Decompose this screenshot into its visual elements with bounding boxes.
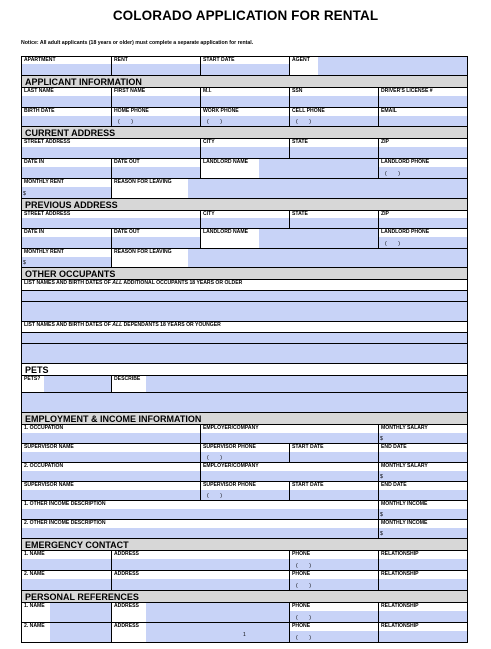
occupation-2-field[interactable] [22,463,201,481]
reference-name-2-label: 2. NAME [24,623,45,629]
start-date-field[interactable] [201,57,290,75]
email-label: EMAIL [381,108,397,114]
form-title: COLORADO APPLICATION FOR RENTAL [112,8,379,23]
rent-label: RENT [114,57,128,63]
previous-date-out-field[interactable] [112,229,201,248]
pets-describe-line-2[interactable] [22,393,468,412]
reference-address-1-label: ADDRESS [114,603,139,609]
supervisor-name-1-label: SUPERVISOR NAME [24,444,74,450]
supervisor-name-2-label: SUPERVISOR NAME [24,482,74,488]
pets-label: PETS? [24,376,41,382]
previous-state-field[interactable] [290,211,379,228]
occupation-1-label: 1. OCCUPATION [24,425,64,431]
current-city-label: CITY [203,139,215,145]
reference-phone-2-paren: ( ) [296,634,311,641]
monthly-salary-2-label: MONTHLY SALARY [381,463,428,469]
pets-describe-label: DESCRIBE [114,376,141,382]
reference-phone-1-label: PHONE [292,603,311,609]
section-other-occupants: OTHER OCCUPANTS [22,268,468,280]
previous-monthly-rent-label: MONTHLY RENT [24,249,64,255]
reference-relationship-1-label: RELATIONSHIP [381,603,419,609]
additional-occupants-line-1[interactable] [22,291,468,301]
current-date-out-label: DATE OUT [114,159,140,165]
supervisor-phone-1-paren: ( ) [207,454,222,461]
section-employment-income: EMPLOYMENT & INCOME INFORMATION [22,413,468,425]
end-date-1-label: END DATE [381,444,407,450]
reference-relationship-2-field[interactable] [379,623,468,642]
salary-2-dollar: $ [380,473,383,480]
current-landlord-name-field[interactable] [201,159,379,178]
supervisor-phone-1-label: SUPERVISOR PHONE [203,444,256,450]
previous-zip-field[interactable] [379,211,468,228]
other-income-2-label: 2. OTHER INCOME DESCRIPTION [24,520,106,526]
apartment-label: APARTMENT [24,57,56,63]
income-1-dollar: $ [380,511,383,518]
previous-street-label: STREET ADDRESS [24,211,71,217]
section-personal-references: PERSONAL REFERENCES [22,591,468,603]
dependants-text-b: ALL [112,322,123,328]
emergency-relationship-1-label: RELATIONSHIP [381,551,419,557]
reference-name-1-field[interactable] [22,603,112,622]
last-name-label: LAST NAME [24,88,54,94]
reference-phone-2-field[interactable] [290,623,379,642]
income-2-dollar: $ [380,530,383,537]
drivers-license-field[interactable] [379,88,468,107]
start-date-1-label: START DATE [292,444,324,450]
previous-reason-label: REASON FOR LEAVING [114,249,172,255]
page-number: 1 [243,632,246,638]
emergency-phone-2-field[interactable] [290,571,379,590]
reference-name-1-label: 1. NAME [24,603,45,609]
emergency-phone-2-paren: ( ) [296,582,311,589]
reference-name-2-field[interactable] [22,623,112,642]
other-income-1-label: 1. OTHER INCOME DESCRIPTION [24,501,106,507]
previous-monthly-rent-field[interactable] [22,249,112,267]
first-name-label: FIRST NAME [114,88,146,94]
section-emergency-contact: EMERGENCY CONTACT [22,539,468,551]
current-state-field[interactable] [290,139,379,158]
emergency-relationship-1-field[interactable] [379,551,468,570]
emergency-phone-2-label: PHONE [292,571,311,577]
reference-relationship-1-field[interactable] [379,603,468,622]
first-name-field[interactable] [112,88,201,107]
reference-relationship-2-label: RELATIONSHIP [381,623,419,629]
additional-occupants-text-c: ADDITIONAL OCCUPANTS 18 YEARS OR OLDER [122,280,243,286]
email-field[interactable] [379,108,468,126]
additional-occupants-text-b: ALL [112,280,123,286]
previous-rent-dollar: $ [23,259,26,266]
supervisor-phone-2-label: SUPERVISOR PHONE [203,482,256,488]
current-street-field[interactable] [22,139,201,158]
current-landlord-phone-label: LANDLORD PHONE [381,159,430,165]
previous-landlord-name-label: LANDLORD NAME [203,229,248,235]
supervisor-phone-2-paren: ( ) [207,492,222,499]
end-date-2-field[interactable] [379,482,468,500]
rent-field[interactable] [112,57,201,75]
emergency-address-1-field[interactable] [112,551,290,570]
ssn-field[interactable] [290,88,379,107]
previous-city-field[interactable] [201,211,290,228]
reference-address-2-label: ADDRESS [114,623,139,629]
emergency-address-2-label: ADDRESS [114,571,139,577]
monthly-income-2-field[interactable] [379,520,468,538]
section-applicant-information: APPLICANT INFORMATION [22,76,468,88]
current-date-out-field[interactable] [112,159,201,178]
emergency-name-2-field[interactable] [22,571,112,590]
occupation-1-field[interactable] [22,425,201,443]
previous-landlord-phone-field[interactable] [379,229,468,248]
current-landlord-phone-paren: ( ) [385,170,400,177]
monthly-salary-1-label: MONTHLY SALARY [381,425,428,431]
supervisor-phone-1-field[interactable] [201,444,290,462]
reference-address-1-field[interactable] [112,603,290,622]
home-phone-label: HOME PHONE [114,108,149,114]
current-rent-dollar: $ [23,190,26,197]
reference-address-2-field[interactable] [112,623,290,642]
previous-landlord-phone-paren: ( ) [385,240,400,247]
current-date-in-field[interactable] [22,159,112,178]
current-reason-field[interactable] [112,179,468,198]
supervisor-phone-2-field[interactable] [201,482,290,500]
pets-describe-field[interactable] [112,376,468,392]
current-date-in-label: DATE IN [24,159,44,165]
emergency-name-1-label: 1. NAME [24,551,45,557]
previous-state-label: STATE [292,211,308,217]
birth-date-field[interactable] [22,108,112,126]
start-date-label: START DATE [203,57,235,63]
previous-date-in-label: DATE IN [24,229,44,235]
previous-zip-label: ZIP [381,211,389,217]
cell-phone-label: CELL PHONE [292,108,325,114]
emergency-name-2-label: 2. NAME [24,571,45,577]
pets-field[interactable] [22,376,112,392]
current-reason-label: REASON FOR LEAVING [114,179,172,185]
birth-date-label: BIRTH DATE [24,108,55,114]
previous-landlord-phone-label: LANDLORD PHONE [381,229,430,235]
apartment-field[interactable] [22,57,112,75]
start-date-1-field[interactable] [290,444,379,462]
last-name-field[interactable] [22,88,112,107]
cell-phone-paren: ( ) [296,118,311,125]
current-zip-label: ZIP [381,139,389,145]
current-monthly-rent-field[interactable] [22,179,112,198]
start-date-2-field[interactable] [290,482,379,500]
work-phone-field[interactable] [201,108,290,126]
current-state-label: STATE [292,139,308,145]
emergency-phone-1-label: PHONE [292,551,311,557]
monthly-income-1-field[interactable] [379,501,468,519]
employer-2-label: EMPLOYER/COMPANY [203,463,259,469]
work-phone-label: WORK PHONE [203,108,239,114]
salary-1-dollar: $ [380,435,383,442]
home-phone-field[interactable] [112,108,201,126]
ssn-label: SSN [292,88,303,94]
start-date-2-label: START DATE [292,482,324,488]
dependants-text-a: LIST NAMES AND BIRTH DATES OF [24,322,113,328]
home-phone-paren: ( ) [118,118,133,125]
current-street-label: STREET ADDRESS [24,139,71,145]
reference-phone-1-field[interactable] [290,603,379,622]
current-landlord-name-label: LANDLORD NAME [203,159,248,165]
dependants-line-2[interactable] [22,344,468,363]
agent-field[interactable] [290,57,468,75]
rental-application-form [21,56,468,643]
drivers-license-label: DRIVER'S LICENSE # [381,88,433,94]
emergency-phone-1-field[interactable] [290,551,379,570]
emergency-address-2-field[interactable] [112,571,290,590]
reference-phone-2-label: PHONE [292,623,311,629]
notice-text: Notice: All adult applicants (18 years or older) must complete a separate application for rental. [21,40,254,46]
previous-city-label: CITY [203,211,215,217]
previous-date-in-field[interactable] [22,229,112,248]
supervisor-name-2-field[interactable] [22,482,201,500]
work-phone-paren: ( ) [207,118,222,125]
mi-field[interactable] [201,88,290,107]
current-landlord-phone-field[interactable] [379,159,468,178]
additional-occupants-text-a: LIST NAMES AND BIRTH DATES OF [24,280,113,286]
end-date-2-label: END DATE [381,482,407,488]
dependants-text-c: DEPENDANTS 18 YEARS OR YOUNGER [122,322,221,328]
dependants-line-1[interactable] [22,333,468,343]
mi-label: M.I. [203,88,212,94]
employer-2-field[interactable] [201,463,379,481]
employer-1-label: EMPLOYER/COMPANY [203,425,259,431]
previous-reason-field[interactable] [112,249,468,267]
section-current-address: CURRENT ADDRESS [22,127,468,139]
employer-1-field[interactable] [201,425,379,443]
agent-label: AGENT [292,57,310,63]
emergency-phone-1-paren: ( ) [296,562,311,569]
other-income-1-field[interactable] [22,501,379,519]
emergency-address-1-label: ADDRESS [114,551,139,557]
monthly-income-1-label: MONTHLY INCOME [381,501,428,507]
current-zip-field[interactable] [379,139,468,158]
monthly-income-2-label: MONTHLY INCOME [381,520,428,526]
emergency-name-1-field[interactable] [22,551,112,570]
previous-street-field[interactable] [22,211,201,228]
monthly-salary-1-field[interactable] [379,425,468,443]
dependants-caption [22,322,468,332]
emergency-relationship-2-label: RELATIONSHIP [381,571,419,577]
other-income-2-field[interactable] [22,520,379,538]
occupation-2-label: 2. OCCUPATION [24,463,64,469]
cell-phone-field[interactable] [290,108,379,126]
supervisor-name-1-field[interactable] [22,444,201,462]
monthly-salary-2-field[interactable] [379,463,468,481]
additional-occupants-line-2[interactable] [22,302,468,321]
current-city-field[interactable] [201,139,290,158]
emergency-relationship-2-field[interactable] [379,571,468,590]
additional-occupants-caption [22,280,468,290]
end-date-1-field[interactable] [379,444,468,462]
section-pets: PETS [22,364,468,376]
previous-landlord-name-field[interactable] [201,229,379,248]
section-previous-address: PREVIOUS ADDRESS [22,199,468,211]
previous-date-out-label: DATE OUT [114,229,140,235]
current-monthly-rent-label: MONTHLY RENT [24,179,64,185]
reference-phone-1-paren: ( ) [296,614,311,621]
